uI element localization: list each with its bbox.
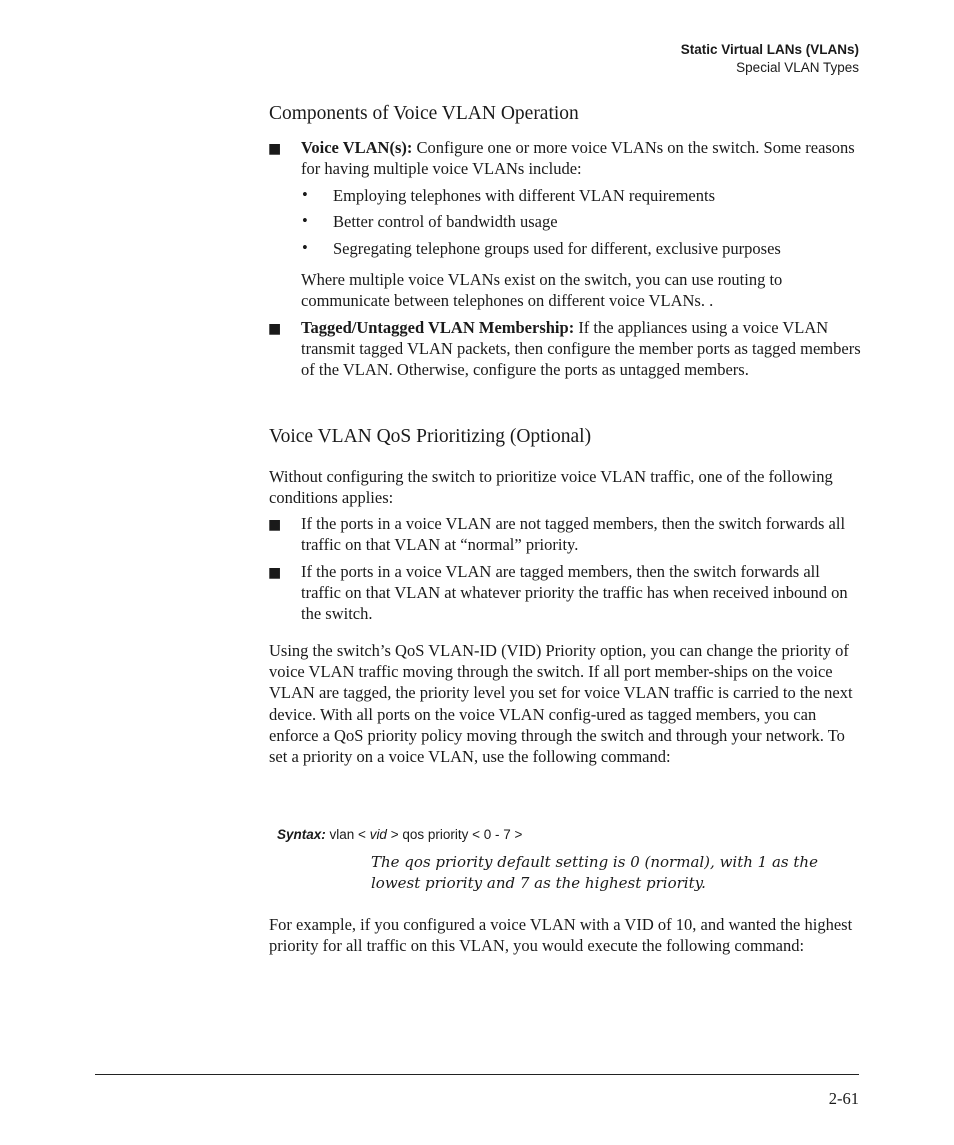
condition-bullet-1: If the ports in a voice VLAN are not tagged members, then the switch forwards all traffic on that VLAN at “normal” priority. [301,514,846,555]
bullet-dot-icon: • [302,238,308,257]
chapter-title: Static Virtual LANs (VLANs) [680,42,859,57]
tagged-membership-text: If the appliances using a voice VLAN transmit tagged VLAN packets, then configure the member ports as tagged members of the VLAN. Otherwise, configure the ports as untagged members. [301,318,861,380]
syntax-post: > qos priority < 0 - 7 > [386,827,523,842]
syntax-label: Syntax: [277,827,326,842]
voice-vlans-text: Configure one or more voice VLANs on the switch. Some reasons for having multiple voice VLANs include: [301,138,855,179]
voice-vlans-followup: Where multiple voice VLANs exist on the switch, you can use routing to communicate between telephones on different voice VLANs. . [301,270,783,311]
page-number: 2-61 [828,1089,859,1108]
square-bullet-icon: ■ [268,141,282,157]
voice-vlans-term: Voice VLAN(s): [301,138,413,157]
tagged-membership-item [301,317,861,381]
footer-rule [95,1074,859,1075]
voice-vlan-subitem-1: Employing telephones with different VLAN requirements [333,186,716,205]
qos-heading: Voice VLAN QoS Prioritizing (Optional) [269,426,592,447]
square-bullet-icon: ■ [268,565,282,581]
square-bullet-icon: ■ [268,517,282,533]
bullet-dot-icon: • [302,211,308,230]
section-title: Special VLAN Types [736,60,859,75]
voice-vlan-subitem-2: Better control of bandwidth usage [333,212,558,231]
syntax-line [277,827,522,842]
condition-bullet-2: If the ports in a voice VLAN are tagged members, then the switch forwards all traffic on that VLAN at whatever priority the traffic has when received inbound on the switch. [301,562,848,624]
qos-intro: Without configuring the switch to prioritize voice VLAN traffic, one of the following conditions applies: [269,467,833,508]
bullet-dot-icon: • [302,185,308,204]
square-bullet-icon: ■ [268,321,282,337]
syntax-pre: vlan < [325,827,370,842]
syntax-variable: vid [369,827,387,842]
voice-vlans-item [301,137,861,179]
qos-paragraph: Using the switch’s QoS VLAN-ID (VID) Priority option, you can change the priority of voice VLAN traffic moving through the switch. If all port member-ships on the voice VLAN are tagged, the priority level you set for voice VLAN traffic is carried to the next device. With all ports on the voice VLAN config-ured as tagged members, you can enforce a QoS priority policy moving through the switch and through your network. To set a priority on a voice VLAN, use the following command: [269,641,853,767]
example-paragraph: For example, if you configured a voice VLAN with a VID of 10, and wanted the highest priority for all traffic on this VLAN, you would execute the following command: [269,915,853,956]
components-heading: Components of Voice VLAN Operation [269,103,579,124]
tagged-membership-term: Tagged/Untagged VLAN Membership: [301,318,575,337]
voice-vlan-subitem-3: Segregating telephone groups used for different, exclusive purposes [333,239,781,258]
syntax-note: The qos priority default setting is 0 (normal), with 1 as the lowest priority and 7 as the highest priority. [371,853,818,892]
